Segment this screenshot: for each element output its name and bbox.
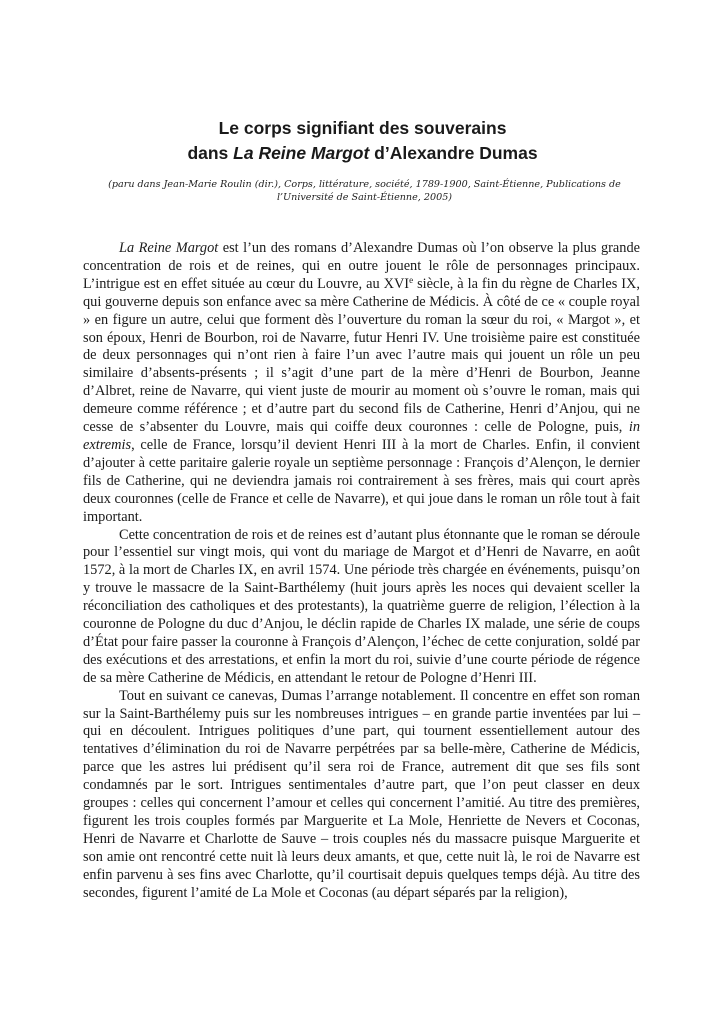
publication-citation: (paru dans Jean-Marie Roulin (dir.), Corps, littérature, société, 1789-1900, Saint-Étienne, Publications de l’Université de Saint-Étienne, 2005) [108,179,621,203]
p1-italic-phrase: in extremis [83,419,640,453]
body-text [83,240,640,903]
title-line-2-post: d’Alexandre Dumas [369,143,538,163]
paragraph-1 [83,240,640,527]
p1-text-a: est l’un des romans d’Alexandre Dumas où l’on observe la plus grande concentration de rois et de reines, qui en outre jouent le rôle de personnages principaux. L’intrigue est en effet située au cœur du Louvre, au XVI [83,240,640,292]
title-line-1: Le corps signifiant des souverains [218,118,507,138]
p1-text-c: , celle de France, lorsqu’il devient Henri III à la mort de Charles. Enfin, il convient d’ajouter à cette paritaire galerie royale un septième personnage : François d’Alençon, le dernier fils de Catherine, qui ne deviendra jamais roi contrairement à ses frères, mais qui court après deux couronnes (celle de France et celle de Navarre), et qui joue dans le roman un rôle tout à fait important. [83,436,640,525]
title-line-2 [0,141,725,166]
paragraph-2: Cette concentration de rois et de reines est d’autant plus étonnante que le roman se déroule pour l’essentiel sur vingt mois, qui vont du mariage de Margot et d’Henri de Navarre, en août 1572, à la mort de Charles IX, en avril 1574. Une période très chargée en événements, puisqu’on y trouve le massacre de la Saint-Barthélemy (huit jours après les noces qui devaient sceller la réconciliation des catholiques et des protestants), la quatrième guerre de religion, l’élection à la couronne de Pologne du duc d’Anjou, le déclin rapide de Charles IX malade, une série de coups d’État pour faire passer la couronne à François d’Alençon, l’échec de cette conjuration, soldé par des exécutions et des arrestations, et enfin la mort du roi, suivie d’une courte période de régence de sa mère Catherine de Médicis, en attendant le retour de Pologne d’Henri III. [83,526,640,686]
title-book-name: La Reine Margot [233,143,370,163]
p1-italic-title: La Reine Margot [119,240,219,256]
document-title [0,116,725,166]
p1-superscript: e [409,274,414,285]
paragraph-3: Tout en suivant ce canevas, Dumas l’arrange notablement. Il concentre en effet son roman sur la Saint-Barthélemy puis sur les nombreuses intrigues – en grande partie inventées par lui – qui en découlent. Intrigues politiques d’une part, qui tournent essentiellement autour des tentatives d’élimination du roi de Navarre perpétrées par sa belle-mère, Catherine de Médicis, parce que les astres lui prédisent qu’il sera roi de France, autrement dit que ses fils sont condamnés par le sort. Intrigues sentimentales d’autre part, que l’on peut classer en deux groupes : celles qui concernent l’amour et celles qui concernent l’amitié. Au titre des premières, figurent les trois couples formés par Marguerite et La Mole, Henriette de Nevers et Coconas, Henri de Navarre et Charlotte de Sauve – trois couples nés du massacre puisque Marguerite et son amie ont rencontré cette nuit là leurs deux amants, et que, cette nuit là, le roi de Navarre est enfin parvenu à ses fins avec Charlotte, qu’il courtisait depuis quelques temps déjà. Au titre des secondes, figurent l’amité de La Mole et Coconas (au départ séparés par la religion), [83,687,640,901]
p1-text-b: siècle, à la fin du règne de Charles IX, qui gouverne depuis son enfance avec sa mère Catherine de Médicis. À côté de ce « couple royal » en figure un autre, celui que forment dès l’ouverture du roman la sœur du roi, « Margot », et son époux, Henri de Bourbon, roi de Navarre, futur Henri IV. Une troisième paire est constituée de deux personnages qui n’ont rien à faire l’un avec l’autre mais qui jouent un rôle un peu similaire d’absents-présents ; il s’agit d’une part de la mère d’Henri de Bourbon, Jeanne d’Albret, reine de Navarre, qui vient juste de mourir au moment où s’ouvre le roman, mais qui demeure comme référence ; et d’autre part du second fils de Catherine, Henri d’Anjou, qui ne cesse de s’absenter du Louvre, mais qui coiffe deux couronnes : celle de Pologne, puis, [83,275,640,436]
title-line-2-pre: dans [187,143,234,163]
